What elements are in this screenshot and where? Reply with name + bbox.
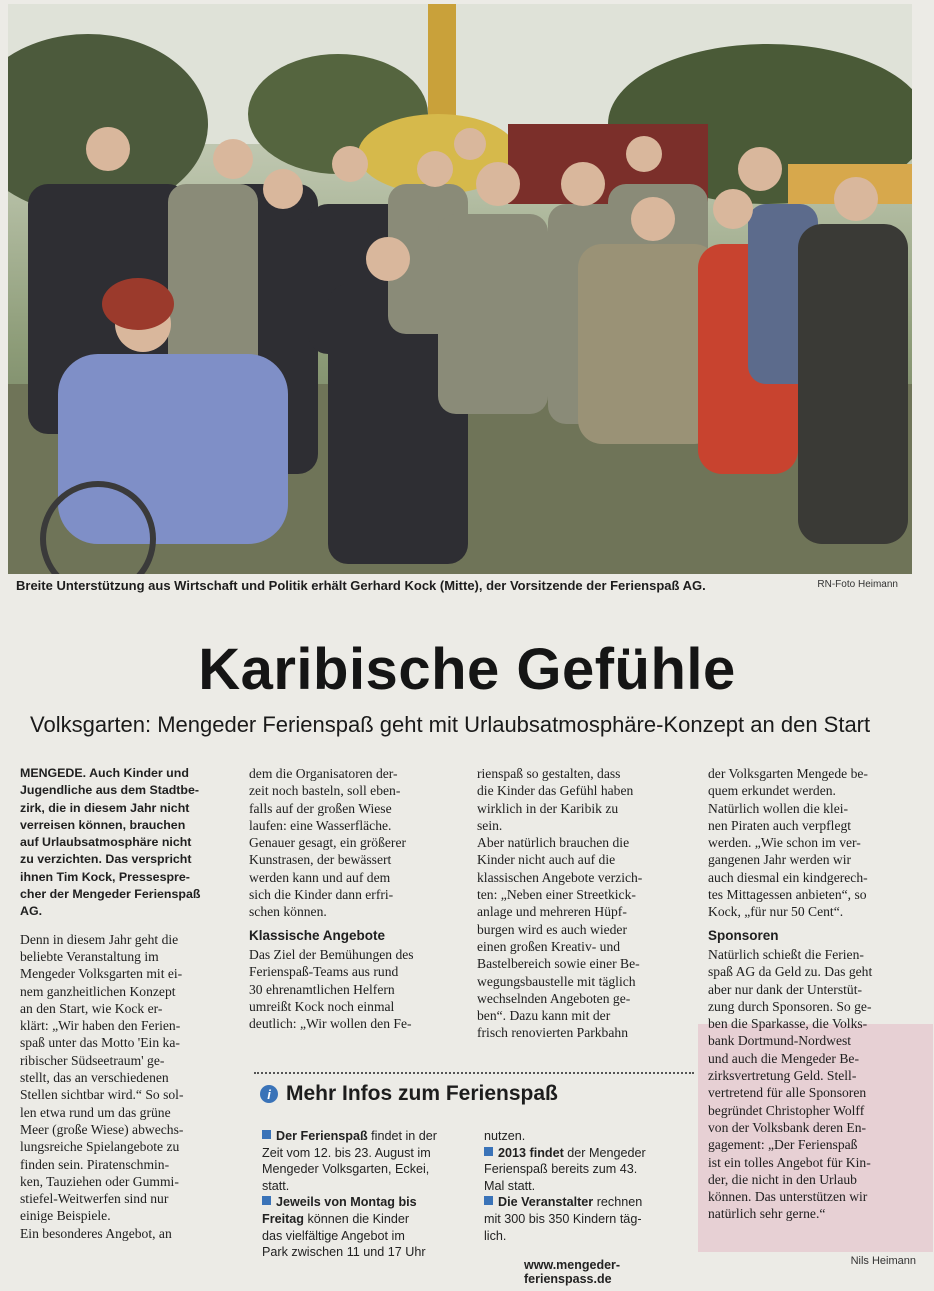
photo-credit: RN-Foto Heimann [817, 579, 898, 590]
subheadline: Volksgarten: Mengeder Ferienspaß geht mit Urlaubsatmosphäre-Konzept an den Start [30, 712, 871, 737]
body-paragraph: Denn in diesem Jahr geht die beliebte Veranstaltung im Mengeder Volksgarten mit ei- nem ganzheitlichen Konzept an den Start, wie Kock er- klärt: „Wir haben den Ferien- spaß unter das Motto 'Ein ka- ribischer Südseetraum' ge- stellt, das an verschiedenen Stellen sichtbar wird.“ So sol- len etwa rund um das grüne Meer (große Wiese) abwechs- lungsreiche Spielangebote zu finden sein. Piratenschmin- ken, Tauziehen oder Gummi- stiefel-Weitwerfen sind nur einige Beispiele. Ein besonderes Angebot, an [20, 931, 184, 1241]
section-heading-sponsoren: Sponsoren [708, 927, 779, 943]
dotted-divider [254, 1072, 694, 1074]
group-photo-illustration [8, 4, 912, 574]
info-box-title: i Mehr Infos zum Ferienspaß [260, 1082, 558, 1106]
column-4: der Volksgarten Mengede be- quem erkundet werden. Natürlich wollen die klei- nen Piraten auch verpflegt werden. „Wie schon im ver- gangenen Jahr werden wir auch diesmal ein kindgerech- tes Mittagessen anbieten“, so Kock, „für nur 50 Cent“. Sponsoren Natürlich schießt die Ferien- spaß AG da Geld zu. Das geht aber nur dank der Unterstüt- zung durch Sponsoren. So ge- ben die Sparkasse, die Volks- bank Dortmund-Nordwest und auch die Mengeder Be- zirksvertretung Geld. Stell- vertretend für alle Sponsoren begründet Christopher Wolff von der Volksbank deren En- gagement: „Der Ferienspaß ist ein tolles Angebot für Kin- der, die nicht in den Urlaub können. Das unterstützen wir natürlich sehr gerne.“ [708, 765, 924, 1223]
lead-paragraph: MENGEDE. Auch Kinder und Jugendliche aus dem Stadtbe- zirk, die in diesem Jahr nicht verreisen können, brauchen auf Urlaubsatmosphäre nicht zu verzichten. Das verspricht ihnen Tim Kock, Pressespre- cher der Mengeder Ferienspaß AG. [20, 766, 201, 919]
website-link[interactable]: www.mengeder-ferienspass.de [524, 1258, 621, 1286]
square-bullet-icon [484, 1147, 493, 1156]
column-2: dem die Organisatoren der- zeit noch basteln, soll eben- falls auf der großen Wiese laufen: eine Wasserfläche. Genauer gesagt, ein größerer Kunstrasen, der bewässert werden kann und auf dem sich die Kinder dann erfri- schen können. Klassische Angebote Das Ziel der Bemühungen des Ferienspaß-Teams aus rund 30 ehrenamtlichen Helfern umreißt Kock noch einmal deutlich: „Wir wollen den Fe- [249, 765, 467, 1032]
headline: Karibische Gefühle [198, 637, 736, 702]
info-column-2: nutzen. 2013 findet der Mengeder Ferienspaß bereits zum 43. Mal statt. Die Veranstalter rechnen mit 300 bis 350 Kindern täg- lich. [484, 1129, 646, 1243]
column-3: rienspaß so gestalten, dass die Kinder das Gefühl haben wirklich in der Karibik zu sein. Aber natürlich brauchen die Kinder nicht auch auf die klassischen Angebote verzich- ten: „Neben einer Streetkick- anlage und mehreren Hüpf- burgen wird es auch wieder einen großen Kreativ- und Bastelbereich sowie einer Be- wegungsbaustelle mit täglich wechselnden Angeboten ge- ben“. Dazu kann mit der frisch renovierten Parkbahn [477, 766, 643, 1041]
column-1 [20, 765, 244, 1242]
square-bullet-icon [262, 1130, 271, 1139]
photo-caption [16, 578, 916, 600]
info-column-1: Der Ferienspaß findet in der Zeit vom 12. bis 23. August im Mengeder Volksgarten, Eckei, statt. Jeweils von Montag bis Freitag können die Kinder das vielfältige Angebot im Park zwischen 11 und 17 Uhr [262, 1129, 437, 1260]
group-photo [8, 4, 912, 574]
section-heading: Klassische Angebote [249, 927, 386, 943]
caption-text: Breite Unterstützung aus Wirtschaft und Politik erhält Gerhard Kock (Mitte), der Vorsitzende der Ferienspaß AG. [16, 578, 706, 593]
author-byline: Nils Heimann [850, 1255, 916, 1267]
info-icon: i [260, 1085, 278, 1103]
square-bullet-icon [262, 1196, 271, 1205]
square-bullet-icon [484, 1196, 493, 1205]
info-box [248, 1072, 698, 1286]
